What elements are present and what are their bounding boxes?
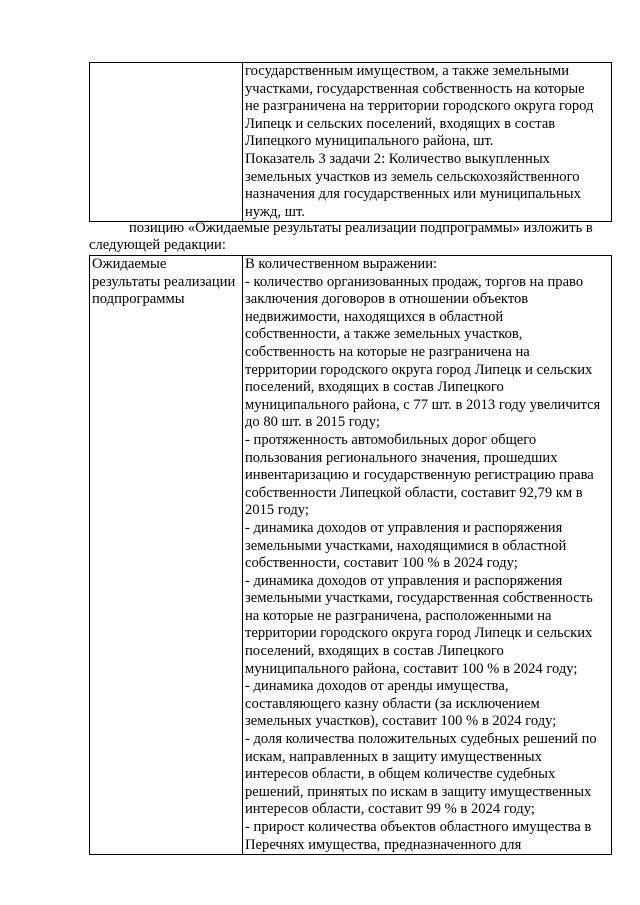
table-row <box>90 256 612 855</box>
instruction-paragraph <box>89 220 611 254</box>
text-line: поселений, входящих в состав Липецкого <box>245 379 504 396</box>
text-line: на которые не разграничена, расположенными на <box>245 607 552 624</box>
text-line: нужд, шт. <box>245 203 305 220</box>
text-line: собственности, составит 100 % в 2024 году; <box>245 555 518 572</box>
label-line: подпрограммы <box>92 291 185 308</box>
text-line: Перечнях имущества, предназначенного для <box>245 836 522 853</box>
row-label-cell <box>90 256 243 855</box>
text-line: не разграничена на территории городского округа город <box>245 98 594 115</box>
paragraph-line: позицию «Ожидаемые результаты реализации подпрограммы» изложить в <box>129 220 593 236</box>
text-line: поселений, входящих в состав Липецкого <box>245 643 504 660</box>
text-line: - динамика доходов от аренды имущества, <box>245 678 509 695</box>
text-line: составляющего казну области (за исключением <box>245 695 540 712</box>
text-line: собственности Липецкой области, составит 92,79 км в <box>245 484 583 501</box>
text-line: до 80 шт. в 2015 году; <box>245 414 380 431</box>
text-line: заключения договоров в отношении объектов <box>245 291 529 308</box>
text-line: инвентаризацию и государственную регистрацию права <box>245 467 594 484</box>
text-line: Липецк и сельских поселений, входящих в состав <box>245 115 556 132</box>
text-line: земельными участками, находящимися в областной <box>245 537 567 554</box>
text-line: недвижимости, находящихся в областной <box>245 308 504 325</box>
expected-results-table <box>89 255 612 855</box>
text-line: участками, государственная собственность на которые <box>245 80 585 97</box>
text-line: муниципального района, с 77 шт. в 2013 году увеличится <box>245 396 601 413</box>
text-line: искам, направленных в защиту имущественных <box>245 748 542 765</box>
empty-label-cell <box>90 63 243 222</box>
text-line: интересов области, составит 99 % в 2024 году; <box>245 801 535 818</box>
label-line: результаты реализации <box>92 273 236 290</box>
text-line: Показатель 3 задачи 2: Количество выкупленных <box>245 150 550 167</box>
text-line: - протяженность автомобильных дорог общего <box>245 431 537 448</box>
text-line: - доля количества положительных судебных решений по <box>245 731 597 748</box>
text-line: - динамика доходов от управления и распоряжения <box>245 572 563 589</box>
text-line: решений, принятых по искам в защиту имущественных <box>245 783 592 800</box>
text-line: пользования регионального значения, прошедших <box>245 449 558 466</box>
text-line: В количественном выражении: <box>245 256 438 272</box>
text-line: Липецкого муниципального района, шт. <box>245 133 494 150</box>
text-line: собственность на которые не разграничена на <box>245 343 530 360</box>
text-line: назначения для государственных или муниципальных <box>245 186 581 203</box>
results-cell <box>243 256 612 855</box>
paragraph-line: следующей редакции: <box>89 237 226 253</box>
label-line: Ожидаемые <box>92 256 167 272</box>
text-line: территории городского округа город Липецк и сельских <box>245 625 593 642</box>
text-line: интересов области, в общем количестве судебных <box>245 766 556 783</box>
text-line: собственности, а также земельных участков, <box>245 326 523 343</box>
text-line: - динамика доходов от управления и распоряжения <box>245 519 563 536</box>
text-line: земельных участков), составит 100 % в 2024 году; <box>245 713 557 730</box>
text-line: земельных участков из земель сельскохозяйственного <box>245 168 580 185</box>
text-line: территории городского округа город Липецк и сельских <box>245 361 593 378</box>
continuation-table <box>89 62 612 222</box>
indicator-cell <box>243 63 612 222</box>
table-row <box>90 63 612 222</box>
text-line: муниципального района, составит 100 % в 2024 году; <box>245 660 578 677</box>
text-line: государственным имуществом, а также земельными <box>245 63 570 79</box>
text-line: земельными участками, государственная собственность <box>245 590 593 607</box>
text-line: - количество организованных продаж, торгов на право <box>245 273 584 290</box>
text-line: - прирост количества объектов областного имущества в <box>245 819 592 835</box>
text-line: 2015 году; <box>245 502 309 519</box>
